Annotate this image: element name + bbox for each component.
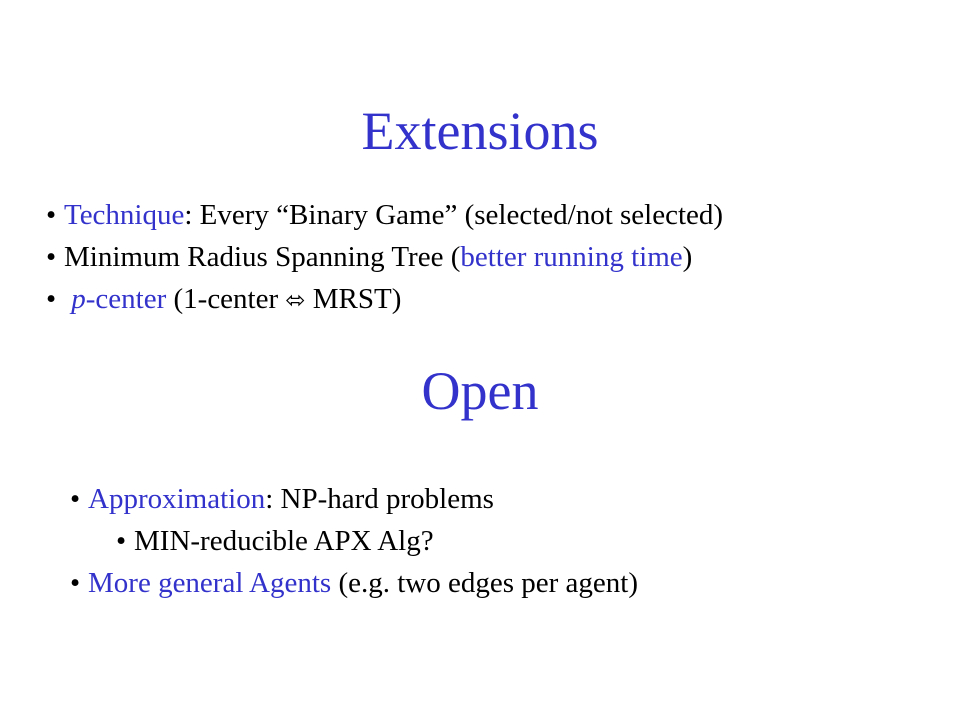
p-center-term: -center [85, 283, 167, 315]
general-agents-term: More general Agents [88, 567, 332, 599]
technique-term: Technique [64, 199, 185, 231]
bullet-marker: • [46, 283, 57, 315]
mrst-text: Minimum Radius Spanning Tree ( [64, 241, 461, 273]
min-reducible-text: MIN-reducible APX Alg? [134, 525, 434, 557]
bullet-marker: • [46, 199, 57, 231]
bullet-marker: • [46, 241, 57, 273]
approximation-description: : NP-hard problems [265, 483, 494, 515]
extensions-list [46, 194, 723, 321]
extensions-title: Extensions [361, 101, 599, 161]
open-list [70, 478, 638, 604]
list-item-p-center [46, 278, 723, 321]
list-item-approximation [70, 478, 638, 520]
one-center-text: (1-center [166, 283, 286, 315]
bullet-marker: • [116, 525, 127, 557]
mrst-note: better running time [460, 241, 683, 273]
bullet-marker: • [70, 483, 81, 515]
list-item-mrst [46, 236, 723, 278]
general-agents-description: (e.g. two edges per agent) [331, 567, 638, 599]
bullet-marker: • [70, 567, 81, 599]
open-title: Open [421, 361, 539, 421]
mrst-suffix: MRST) [305, 283, 402, 315]
approximation-term: Approximation [88, 483, 266, 515]
technique-description: : Every “Binary Game” (selected/not selected) [184, 199, 724, 231]
list-item-general-agents [70, 562, 638, 604]
list-item-technique [46, 194, 723, 236]
double-arrow-icon: ⬄ [285, 286, 306, 314]
list-item-min-reducible [70, 520, 638, 562]
mrst-close-paren: ) [682, 241, 693, 273]
p-variable: p [71, 283, 86, 315]
